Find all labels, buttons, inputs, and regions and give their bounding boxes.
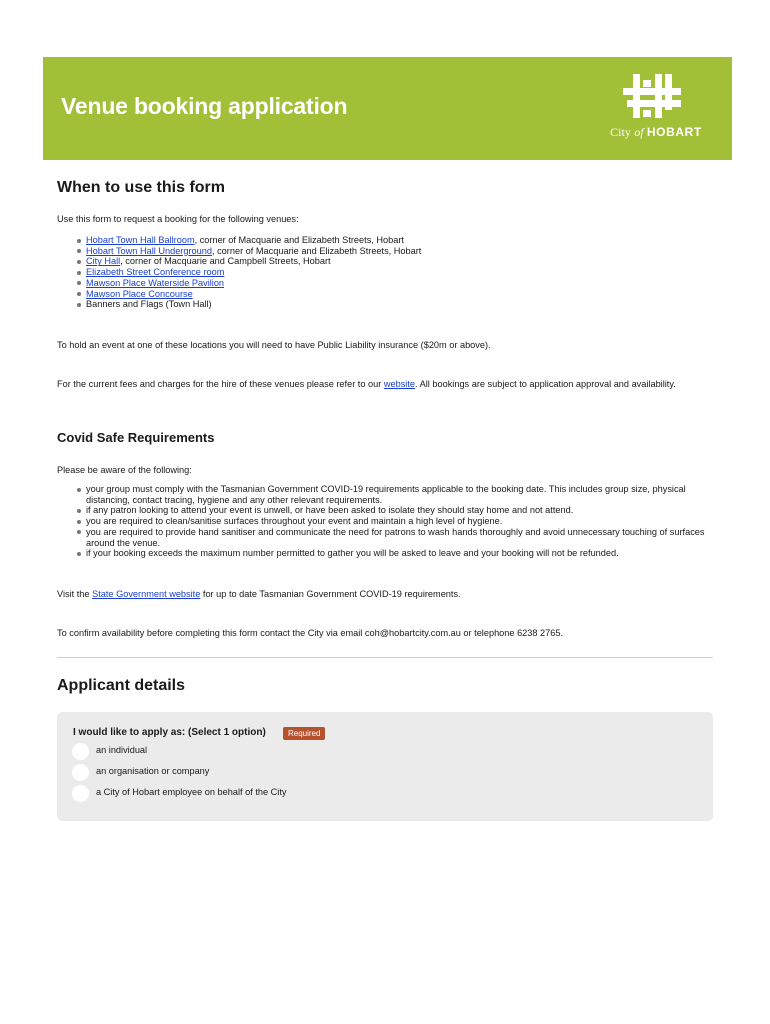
- venue-link[interactable]: Mawson Place Concourse: [86, 288, 193, 299]
- venue-link[interactable]: Mawson Place Waterside Pavilion: [86, 277, 225, 288]
- venue-item: Hobart Town Hall Ballroom, corner of Macquarie and Elizabeth Streets, Hobart: [86, 235, 421, 246]
- venue-item: [86, 267, 421, 278]
- venue-link[interactable]: City Hall: [86, 256, 121, 267]
- covid-intro: Please be aware of the following:: [57, 465, 192, 475]
- page-title: Venue booking application: [61, 93, 348, 119]
- venue-item: [86, 278, 421, 289]
- fees-note: For the current fees and charges for the hire of these venues please refer to our website. All bookings are subject to application approval and availability.: [57, 379, 676, 389]
- covid-item: if any patron looking to attend your event is unwell, or have been asked to isolate they should stay home and not attend.: [86, 505, 716, 516]
- venue-link[interactable]: Elizabeth Street Conference room: [86, 267, 225, 278]
- applicant-heading: Applicant details: [57, 677, 186, 694]
- hobart-logo-icon: [601, 72, 711, 122]
- applicant-type-question: I would like to apply as: (Select 1 option): [73, 727, 266, 738]
- venue-item: City Hall, corner of Macquarie and Campbell Streets, Hobart: [86, 256, 421, 267]
- option-label: an organisation or company: [96, 766, 210, 776]
- venue-list: [57, 235, 421, 310]
- section-divider: [57, 657, 713, 658]
- state-government-link[interactable]: State Government website: [92, 589, 201, 599]
- contact-note: To confirm availability before completing this form contact the City via email coh@hobartcity.com.au or telephone 6238 2765.: [57, 628, 564, 638]
- covid-heading: Covid Safe Requirements: [57, 430, 215, 445]
- required-badge: Required: [283, 727, 325, 740]
- when-heading: When to use this form: [57, 179, 225, 196]
- option-label: a City of Hobart employee on behalf of the City: [96, 787, 287, 797]
- venue-item: Banners and Flags (Town Hall): [86, 299, 421, 310]
- venue-link[interactable]: Hobart Town Hall Ballroom: [86, 235, 195, 245]
- venue-item: Hobart Town Hall Underground, corner of Macquarie and Elizabeth Streets, Hobart: [86, 245, 422, 256]
- option-label: an individual: [96, 745, 148, 755]
- applicant-type-panel: [57, 712, 713, 821]
- state-gov-note: Visit the State Government website for up to date Tasmanian Government COVID-19 requirements.: [57, 589, 461, 599]
- when-intro: Use this form to request a booking for the following venues:: [57, 214, 299, 224]
- venue-link[interactable]: Hobart Town Hall Underground: [86, 245, 212, 256]
- logo-wordmark: City of HOBART: [610, 125, 702, 139]
- city-of-hobart-logo: [601, 72, 711, 144]
- website-link[interactable]: website: [383, 379, 416, 389]
- radio-button[interactable]: [72, 743, 89, 760]
- radio-button[interactable]: [72, 764, 89, 781]
- radio-button[interactable]: [72, 785, 89, 802]
- covid-item: you are required to provide hand sanitiser and communicate the need for patrons to wash hands thoroughly and avoid unnecessary touching of surfaces around the venue.: [86, 527, 716, 548]
- header-banner: [43, 57, 732, 160]
- covid-list: [57, 484, 716, 559]
- covid-item: if your booking exceeds the maximum number permitted to gather you will be asked to leave and your booking will not be refunded.: [86, 548, 716, 559]
- covid-item: you are required to clean/sanitise surfaces throughout your event and maintain a high level of hygiene.: [86, 516, 716, 527]
- covid-item: your group must comply with the Tasmanian Government COVID-19 requirements applicable to the booking date. This includes group size, physical distancing, contact tracing, hygiene and any other relevant requirements.: [86, 484, 716, 505]
- venue-item: [86, 289, 421, 300]
- insurance-note: To hold an event at one of these locations you will need to have Public Liability insurance ($20m or above).: [57, 340, 491, 350]
